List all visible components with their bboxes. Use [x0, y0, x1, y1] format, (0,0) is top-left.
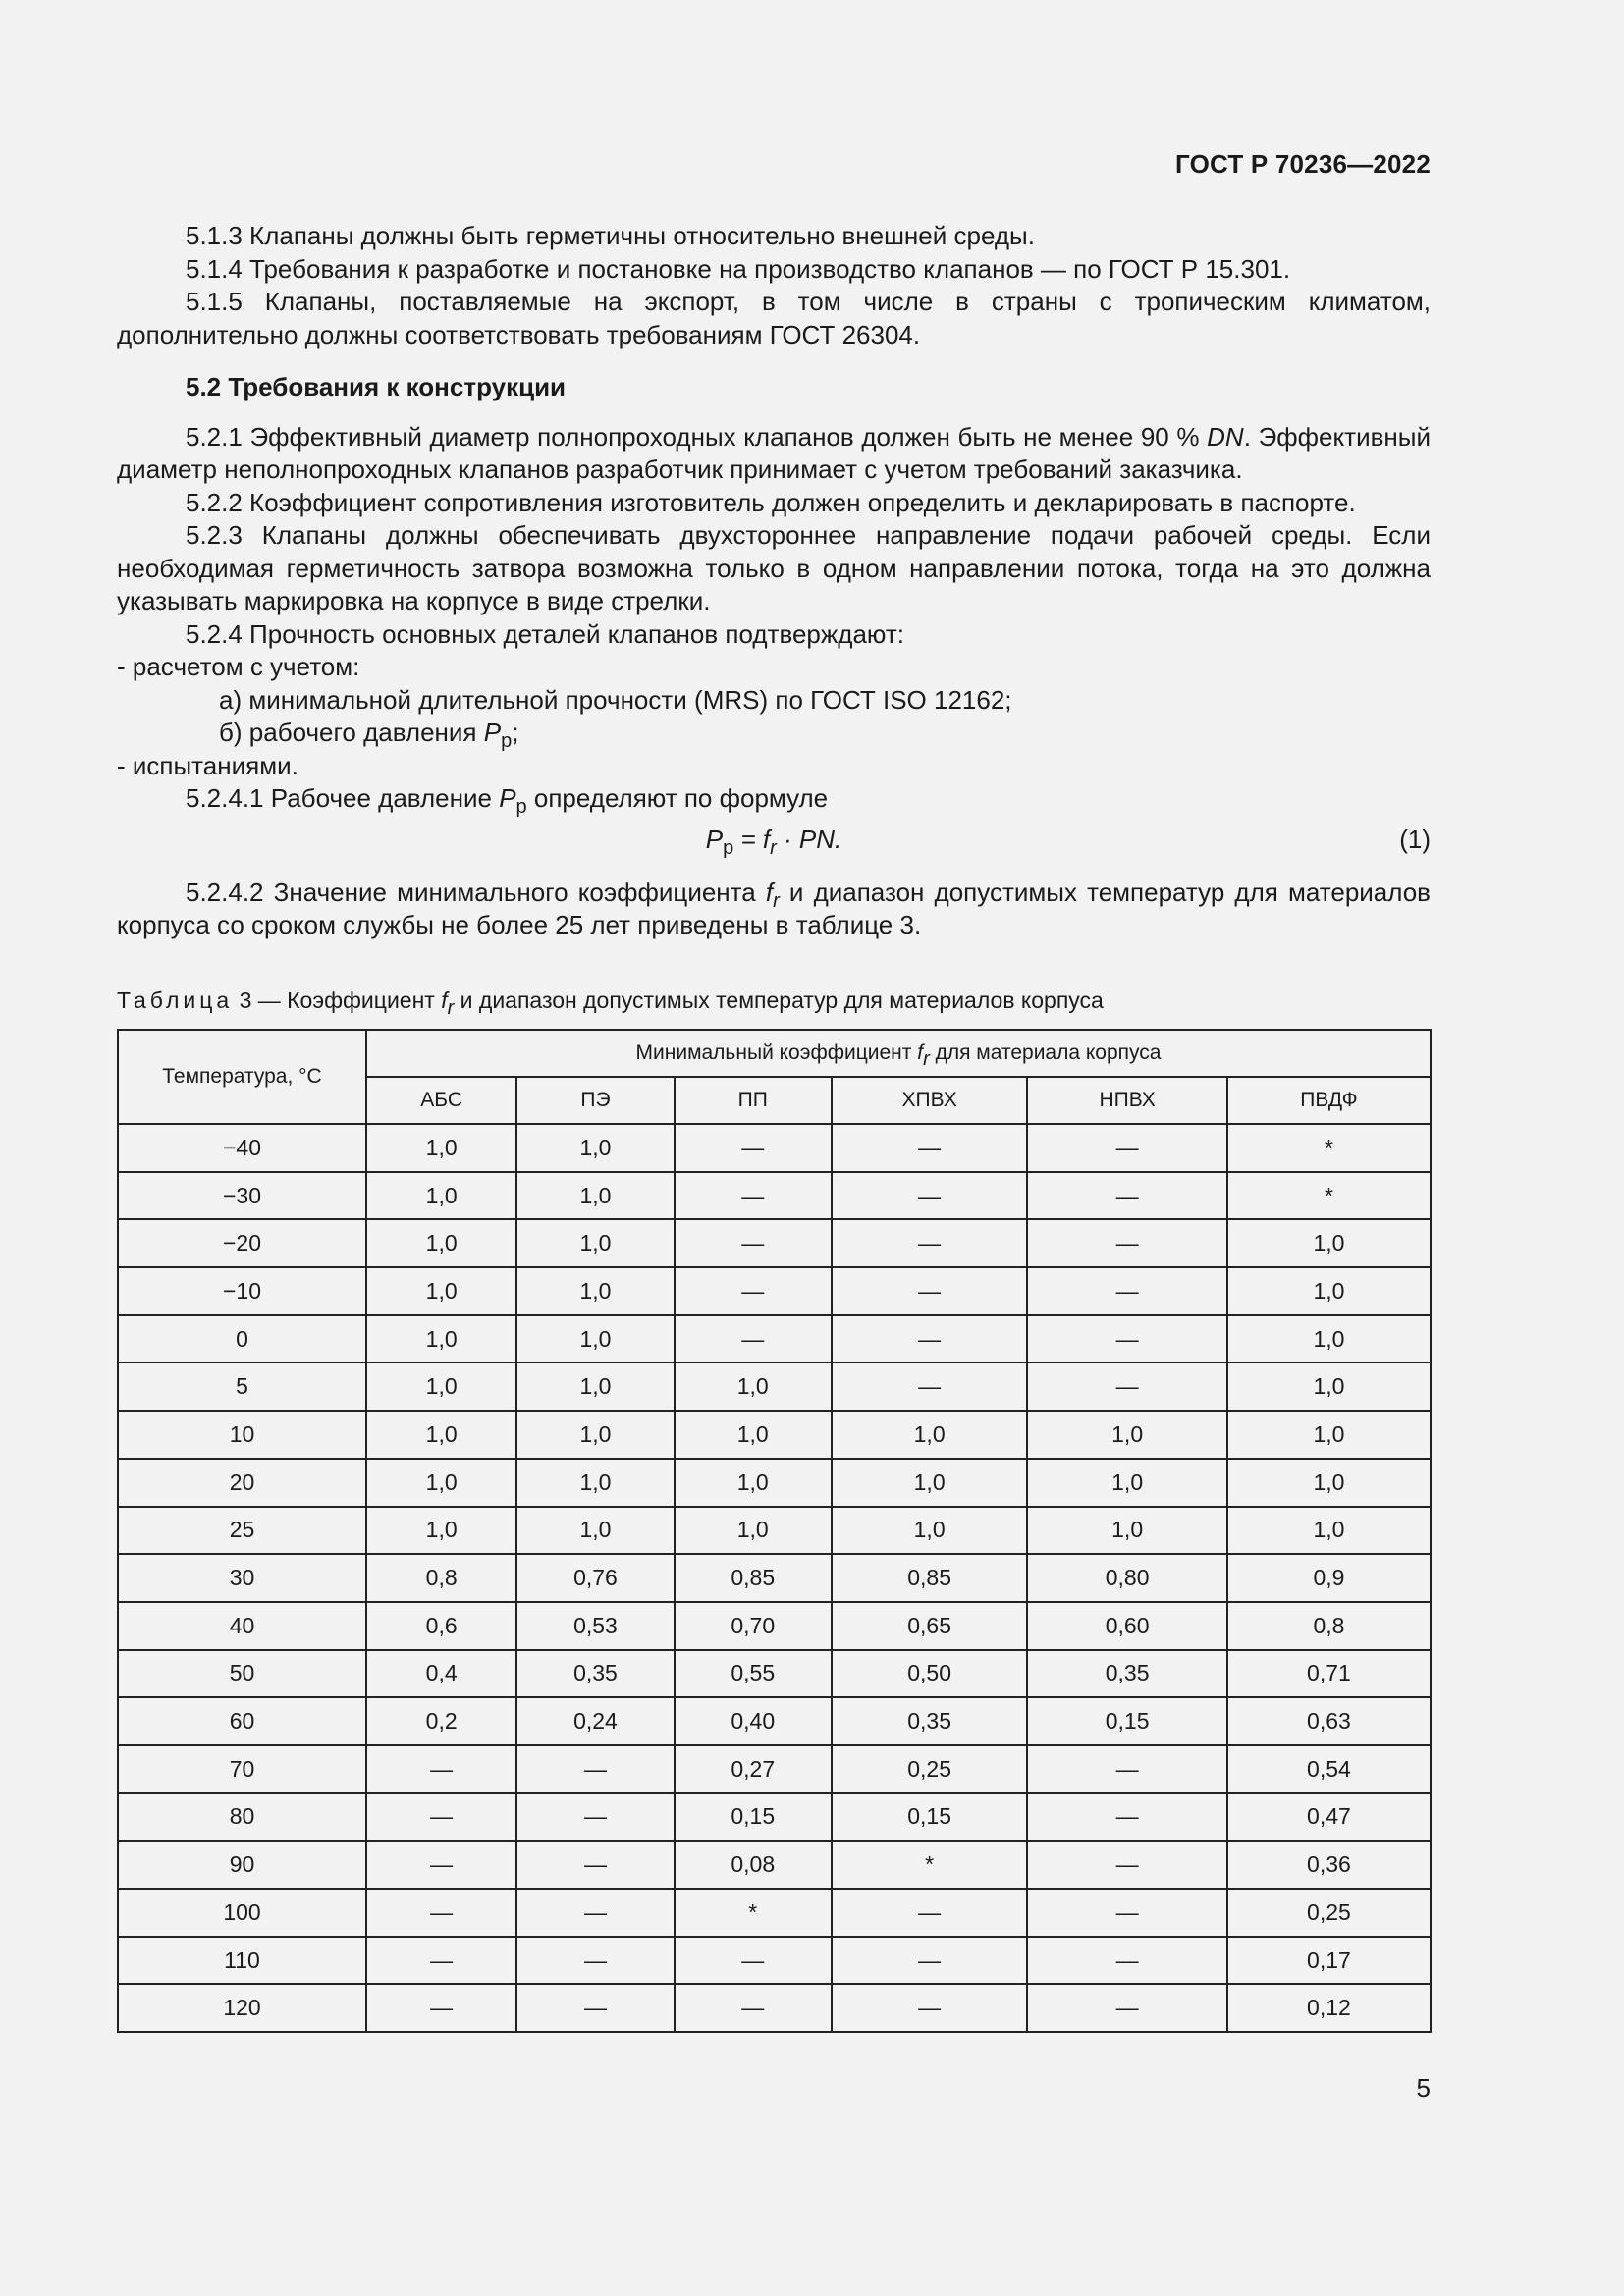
paragraph-5-2-4-2: 5.2.4.2 Значение минимального коэффициента $f_r$ и диапазон допустимых температур для материалов корпуса со сроком службы не более 25 лет приведены в таблице 3. [117, 877, 1431, 939]
coefficient-cell: — [1027, 1124, 1226, 1172]
temperature-cell: 20 [118, 1459, 366, 1507]
dn-symbol: DN [1207, 421, 1244, 452]
table-row [118, 1459, 1431, 1507]
coefficient-cell: 0,40 [675, 1697, 832, 1745]
temperature-header: Температура, °С [118, 1030, 366, 1124]
column-header: АБС [366, 1077, 516, 1124]
coefficient-cell: — [1027, 1984, 1226, 2032]
paragraph-5-1-4: 5.1.4 Требования к разработке и постановке на производство клапанов — по ГОСТ Р 15.301. [186, 253, 1291, 284]
coefficient-cell: 1,0 [516, 1124, 674, 1172]
coefficient-cell: 1,0 [516, 1315, 674, 1363]
coefficient-cell: — [675, 1937, 832, 1985]
coefficient-cell: 1,0 [366, 1267, 516, 1315]
coefficient-cell: — [516, 1889, 674, 1937]
coefficient-cell: — [832, 1219, 1028, 1267]
coefficient-cell: 1,0 [516, 1267, 674, 1315]
paragraph-5-1-5: 5.1.5 Клапаны, поставляемые на экспорт, в том числе в страны с тропическим климатом, дополнительно должны соответствовать требованиям ГОСТ 26304. [117, 287, 1431, 349]
temperature-cell: 5 [118, 1362, 366, 1411]
coefficient-cell: — [832, 1315, 1028, 1363]
formula-1: $P_р = f_r$ · PN. (1) [705, 824, 1431, 859]
coefficient-cell: * [832, 1841, 1028, 1889]
coefficient-cell: 0,70 [675, 1602, 832, 1650]
coefficient-cell: 1,0 [366, 1219, 516, 1267]
coefficient-cell: — [832, 1124, 1028, 1172]
coefficient-cell: — [675, 1172, 832, 1220]
coefficient-cell: 0,08 [675, 1841, 832, 1889]
coefficient-cell: 1,0 [832, 1507, 1028, 1555]
coefficient-cell: — [366, 1745, 516, 1793]
temperature-cell: 120 [118, 1984, 366, 2032]
coefficient-cell: — [832, 1267, 1028, 1315]
table-row [118, 1602, 1431, 1650]
coefficient-cell: — [366, 1984, 516, 2032]
coefficient-cell: 0,27 [675, 1745, 832, 1793]
table-row [118, 1362, 1431, 1411]
coefficient-cell: 1,0 [1027, 1459, 1226, 1507]
temperature-cell: −10 [118, 1267, 366, 1315]
coefficient-cell: * [1227, 1172, 1431, 1220]
temperature-cell: −20 [118, 1219, 366, 1267]
coefficient-cell: — [1027, 1841, 1226, 1889]
table-row [118, 1984, 1431, 2032]
temperature-cell: 70 [118, 1745, 366, 1793]
coefficient-cell: 0,24 [516, 1697, 674, 1745]
temperature-cell: 30 [118, 1554, 366, 1602]
coefficient-cell: — [675, 1984, 832, 2032]
coefficient-cell: 1,0 [1227, 1507, 1431, 1555]
coefficient-cell: — [516, 1841, 674, 1889]
table-row [118, 1172, 1431, 1220]
table-row [118, 1124, 1431, 1172]
table-row [118, 1315, 1431, 1363]
coefficient-cell: 1,0 [1227, 1411, 1431, 1459]
temperature-cell: 50 [118, 1650, 366, 1698]
coefficient-cell: 0,55 [675, 1650, 832, 1698]
coefficient-cell: 1,0 [366, 1315, 516, 1363]
paragraph-5-2-4-1: 5.2.4.1 Рабочее давление $P_р$ определяют по формуле [186, 783, 829, 818]
table-row [118, 1793, 1431, 1842]
document-body [117, 220, 1431, 942]
coefficient-cell: 1,0 [366, 1172, 516, 1220]
list-item-b: б) рабочего давления $P_р$; [219, 718, 519, 752]
coefficient-cell: 1,0 [1227, 1267, 1431, 1315]
coefficient-cell: — [832, 1362, 1028, 1411]
coefficient-cell: 0,17 [1227, 1937, 1431, 1985]
coefficient-cell: — [675, 1267, 832, 1315]
coefficient-cell: 0,65 [832, 1602, 1028, 1650]
coefficient-cell: 1,0 [366, 1124, 516, 1172]
coefficient-cell: — [675, 1315, 832, 1363]
coefficient-cell: 0,35 [516, 1650, 674, 1698]
coefficient-cell: 1,0 [675, 1362, 832, 1411]
coefficient-cell: 0,36 [1227, 1841, 1431, 1889]
coefficient-cell: 0,71 [1227, 1650, 1431, 1698]
paragraph-5-1-3: 5.1.3 Клапаны должны быть герметичны относительно внешней среды. [186, 221, 1035, 250]
coefficient-cell: 1,0 [366, 1362, 516, 1411]
table-row [118, 1697, 1431, 1745]
coefficient-cell: 0,15 [675, 1793, 832, 1842]
coefficient-cell: — [832, 1172, 1028, 1220]
coefficient-cell: — [832, 1984, 1028, 2032]
coefficient-cell: 0,47 [1227, 1793, 1431, 1842]
coefficient-cell: — [1027, 1219, 1226, 1267]
coefficient-cell: 0,9 [1227, 1554, 1431, 1602]
list-item-calculation: - расчетом с учетом: [117, 652, 360, 681]
coefficient-cell: * [675, 1889, 832, 1937]
coefficient-cell: — [366, 1937, 516, 1985]
formula-number: (1) [1399, 824, 1431, 854]
table-caption: Таблица 3 — Коэффициент $f_r$ и диапазон допустимых температур для материалов корпуса [117, 988, 1104, 1019]
coefficient-cell: — [675, 1219, 832, 1267]
coefficient-cell: 0,6 [366, 1602, 516, 1650]
column-header: ХПВХ [832, 1077, 1028, 1124]
temperature-cell: 40 [118, 1602, 366, 1650]
coefficient-cell: 1,0 [516, 1411, 674, 1459]
table-row [118, 1411, 1431, 1459]
coefficient-cell: 0,2 [366, 1697, 516, 1745]
coefficient-cell: 0,63 [1227, 1697, 1431, 1745]
coefficient-cell: * [1227, 1124, 1431, 1172]
coefficient-cell: 0,12 [1227, 1984, 1431, 2032]
table-row [118, 1507, 1431, 1555]
coefficient-cell: 1,0 [675, 1411, 832, 1459]
coefficient-cell: — [1027, 1362, 1226, 1411]
temperature-cell: 110 [118, 1937, 366, 1985]
coefficient-cell: — [1027, 1793, 1226, 1842]
page-number: 5 [1416, 2073, 1431, 2103]
table-row [118, 1841, 1431, 1889]
coefficient-cell: 1,0 [832, 1411, 1028, 1459]
paragraph-5-2-3: 5.2.3 Клапаны должны обеспечивать двухстороннее направление подачи рабочей среды. Если необходимая герметичность затвора возможна только в одном направлении потока, тогда на это должна указывать маркировка на корпусе в виде стрелки. [117, 520, 1431, 615]
coefficient-cell: — [366, 1841, 516, 1889]
coefficient-cell: 0,15 [832, 1793, 1028, 1842]
coefficient-cell: 1,0 [516, 1507, 674, 1555]
coefficient-cell: 1,0 [1227, 1362, 1431, 1411]
coefficient-cell: — [516, 1745, 674, 1793]
coefficient-cell: 1,0 [516, 1362, 674, 1411]
coefficient-cell: 1,0 [516, 1219, 674, 1267]
coefficient-cell: — [1027, 1267, 1226, 1315]
coefficient-cell: 1,0 [1027, 1507, 1226, 1555]
paragraph-5-2-2: 5.2.2 Коэффициент сопротивления изготовитель должен определить и декларировать в паспорте. [186, 487, 1356, 517]
table-row [118, 1937, 1431, 1985]
coefficient-cell: — [1027, 1889, 1226, 1937]
coefficient-cell: 0,80 [1027, 1554, 1226, 1602]
coefficient-cell: 1,0 [1227, 1459, 1431, 1507]
column-header: ПВДФ [1227, 1077, 1431, 1124]
temperature-cell: 100 [118, 1889, 366, 1937]
coefficient-cell: 1,0 [1027, 1411, 1226, 1459]
coefficient-cell: 0,35 [1027, 1650, 1226, 1698]
coefficient-cell: — [1027, 1172, 1226, 1220]
table-row [118, 1267, 1431, 1315]
coefficient-cell: 0,76 [516, 1554, 674, 1602]
coefficient-cell: 0,15 [1027, 1697, 1226, 1745]
coefficient-cell: — [1027, 1315, 1226, 1363]
column-header: НПВХ [1027, 1077, 1226, 1124]
coefficient-cell: — [366, 1793, 516, 1842]
list-item-tests: - испытаниями. [117, 750, 298, 780]
coefficient-cell: — [832, 1889, 1028, 1937]
coefficient-cell: — [1027, 1745, 1226, 1793]
coefficient-cell: 1,0 [516, 1172, 674, 1220]
coefficient-group-header: Минимальный коэффициент $f_r$ для материала корпуса [366, 1030, 1431, 1077]
temperature-cell: −40 [118, 1124, 366, 1172]
coefficient-cell: 1,0 [1227, 1315, 1431, 1363]
list-item-a: а) минимальной длительной прочности (MRS) по ГОСТ ISO 12162; [219, 684, 1012, 715]
coefficient-cell: 1,0 [366, 1411, 516, 1459]
temperature-cell: −30 [118, 1172, 366, 1220]
coefficient-cell: 0,4 [366, 1650, 516, 1698]
temperature-cell: 90 [118, 1841, 366, 1889]
coefficient-cell: — [516, 1793, 674, 1842]
table-row [118, 1650, 1431, 1698]
coefficient-cell: 0,54 [1227, 1745, 1431, 1793]
section-heading-5-2: 5.2 Требования к конструкции [186, 372, 567, 401]
temperature-cell: 25 [118, 1507, 366, 1555]
coefficient-cell: 0,85 [832, 1554, 1028, 1602]
coefficient-cell: 1,0 [1227, 1219, 1431, 1267]
coefficient-cell: — [832, 1937, 1028, 1985]
column-header: ПП [675, 1077, 832, 1124]
coefficient-cell: 0,60 [1027, 1602, 1226, 1650]
coefficient-cell: 0,35 [832, 1697, 1028, 1745]
paragraph-5-2-4: 5.2.4 Прочность основных деталей клапанов подтверждают: [186, 618, 904, 649]
temperature-cell: 0 [118, 1315, 366, 1363]
coefficient-cell: 1,0 [832, 1459, 1028, 1507]
coefficient-cell: 0,8 [1227, 1602, 1431, 1650]
coefficient-cell: — [516, 1984, 674, 2032]
coefficient-cell: 1,0 [675, 1459, 832, 1507]
coefficient-cell: 0,8 [366, 1554, 516, 1602]
coefficient-table [117, 1029, 1432, 2033]
temperature-cell: 10 [118, 1411, 366, 1459]
coefficient-cell: 0,85 [675, 1554, 832, 1602]
coefficient-cell: — [1027, 1937, 1226, 1985]
table-row [118, 1554, 1431, 1602]
coefficient-cell: 1,0 [516, 1459, 674, 1507]
document-header: ГОСТ Р 70236—2022 [1175, 149, 1431, 179]
coefficient-cell: — [675, 1124, 832, 1172]
temperature-cell: 60 [118, 1697, 366, 1745]
table-row [118, 1219, 1431, 1267]
coefficient-cell: 0,53 [516, 1602, 674, 1650]
temperature-cell: 80 [118, 1793, 366, 1842]
coefficient-cell: 0,25 [832, 1745, 1028, 1793]
coefficient-cell: 1,0 [366, 1459, 516, 1507]
coefficient-cell: 1,0 [675, 1507, 832, 1555]
coefficient-cell: — [516, 1937, 674, 1985]
coefficient-cell: 1,0 [366, 1507, 516, 1555]
table-row [118, 1745, 1431, 1793]
coefficient-cell: 0,25 [1227, 1889, 1431, 1937]
table-row [118, 1889, 1431, 1937]
paragraph-5-2-1: 5.2.1 Эффективный диаметр полнопроходных клапанов должен быть не менее 90 % DN. Эффективный диаметр неполнопроходных клапанов разработчик принимает с учетом требований заказчика. [117, 421, 1431, 484]
column-header: ПЭ [516, 1077, 674, 1124]
coefficient-cell: — [366, 1889, 516, 1937]
coefficient-cell: 0,50 [832, 1650, 1028, 1698]
